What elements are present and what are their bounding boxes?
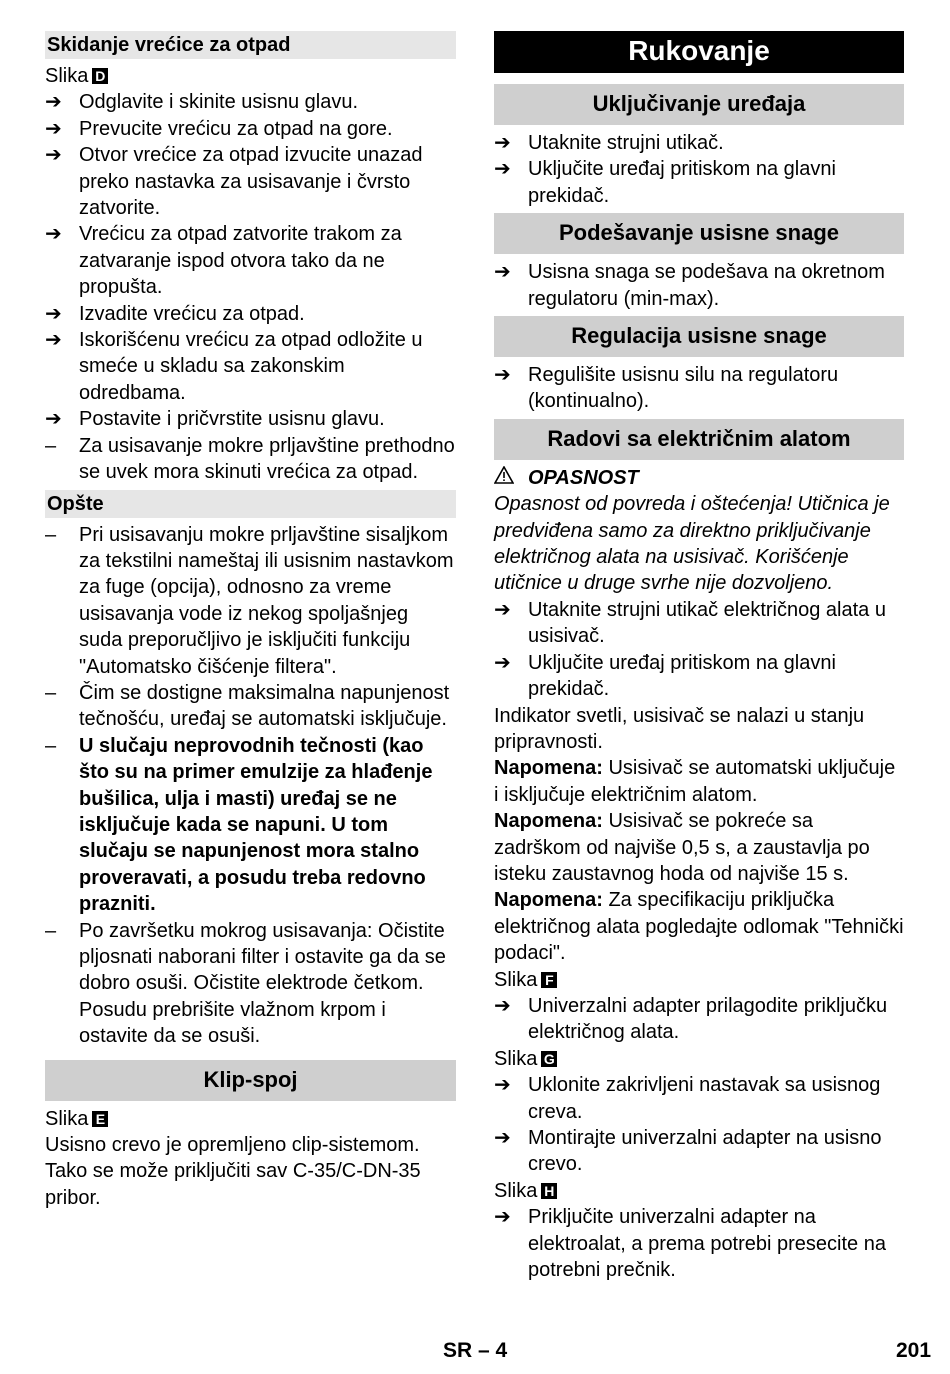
list-item [45,89,456,115]
list-item-text: Po završetku mokrog usisavanja: Očistite pljosnati naborani filter i ostavite ga da se dobro osuši. Očistite elektrode četkom. Posudu prebrišite vlažnom krpom i ostavite da se osuši. [79,919,446,1048]
list-item-text: Čim se dostigne maksimalna napunjenost tečnošću, uređaj se automatski isključuje. [79,681,450,731]
arrow-icon: ➔ [45,117,62,140]
list-item [45,733,456,918]
figure-reference-g: Slika G [494,1046,904,1072]
note-label: Napomena: [494,889,603,912]
list-item-text: Regulišite usisnu silu na regulatoru (kontinualno). [528,364,839,413]
page-number: 201 [896,1339,932,1362]
list-item [45,142,456,221]
waste-bag-steps [45,89,456,485]
list-item-text: Montirajte univerzalni adapter na usisno crevo. [528,1127,882,1176]
list-item [494,362,904,415]
arrow-icon: ➔ [45,144,62,167]
list-item [45,221,456,300]
list-item [494,259,904,312]
list-item-text: Postavite i pričvrstite usisnu glavu. [79,408,385,431]
footer-section-label: SR – 4 [443,1339,508,1362]
note-label: Napomena: [494,810,603,833]
arrow-icon: ➔ [45,223,62,246]
clip-description: Usisno crevo je opremljeno clip-sistemom. Tako se može priključiti sav C-35/C-DN-35 pribor. [45,1134,421,1209]
arrow-icon: ➔ [45,302,62,325]
arrow-icon: ➔ [494,261,511,284]
adapter-step-h: ➔ Priključite univerzalni adapter na elektroalat, a prema potrebi presecite na potrebni prečnik. [494,1204,904,1283]
dash-marker: – [45,434,57,457]
section-heading-power-tool: Radovi sa električnim alatom [494,419,904,460]
section-heading-general: Opšte [45,490,456,518]
adapter-step-f: ➔ Univerzalni adapter prilagodite priključku električnog alata. [494,993,904,1046]
section-heading-suction-setting: Podešavanje usisne snage [494,213,904,254]
list-item [494,156,904,209]
suction-regulation-steps [494,362,904,415]
list-item-text: Uklonite zakrivljeni nastavak sa usisnog creva. [528,1074,881,1123]
figure-reference-e: Slika E [45,1106,456,1132]
note-1: Napomena: Usisivač se automatski uključuje i isključuje električnim alatom. [494,757,896,806]
list-item [45,522,456,680]
suction-setting-steps [494,259,904,312]
arrow-icon: ➔ [494,651,511,674]
figure-reference-f: Slika F [494,967,904,993]
arrow-icon: ➔ [494,364,511,387]
list-item-text: Odglavite i skinite usisnu glavu. [79,91,359,114]
list-item-text: Prevucite vrećicu za otpad na gore. [79,117,393,140]
list-item [45,301,456,327]
arrow-icon: ➔ [494,994,511,1017]
section-heading-clip: Klip-spoj [45,1060,456,1101]
figure-reference-h: Slika H [494,1178,904,1204]
figure-letter-badge: G [541,1051,557,1067]
list-item [494,1125,904,1178]
list-item-text: Izvadite vrećicu za otpad. [79,302,305,325]
note-3: Napomena: Za specifikaciju priključka električnog alata pogledajte odlomak "Tehnički podaci". [494,889,904,965]
list-item-text: Vrećicu za otpad zatvorite trakom za zatvaranje ispod otvora tako da ne propušta. [79,223,402,299]
arrow-icon: ➔ [494,1206,511,1229]
list-item-text: Pri usisavanju mokre prljavštine sisaljkom za tekstilni nameštaj ili usisnim nastavkom za fuge (opcija), odnosno za vreme usisavanja vode iz nekog spoljašnjeg suda preporučljivo je isključiti funkciju "Automatsko čišćenje filtera". [79,523,454,678]
list-item [494,130,904,156]
arrow-icon: ➔ [494,158,511,181]
list-item-text: Usisna snaga se podešava na okretnom regulatoru (min-max). [528,261,885,310]
figure-letter-badge: E [92,1111,108,1127]
list-item-text: Utaknite strujni utikač električnog alata u usisivač. [528,598,886,648]
arrow-icon: ➔ [45,329,62,352]
list-item [45,327,456,406]
list-item-text: Utaknite strujni utikač. [528,132,724,154]
list-item [494,650,904,703]
list-item [494,597,904,650]
dash-marker: – [45,919,57,942]
note-2: Napomena: Usisivač se pokreće sa zadrškom od najviše 0,5 s, a zaustavlja po isteku zaustavnog hoda od najviše 15 s. [494,810,870,885]
general-notes [45,522,456,1050]
list-item-text: Za usisavanje mokre prljavštine prethodno se uvek mora skinuti vrećica za otpad. [79,434,455,484]
figure-reference-d: Slika D [45,63,456,89]
list-item-text: Otvor vrećice za otpad izvucite unazad preko nastavka za usisavanje i čvrsto zatvorite. [79,144,423,220]
arrow-icon: ➔ [494,598,511,621]
dash-marker: – [45,734,57,757]
switch-on-steps [494,130,904,209]
figure-letter-badge: H [541,1183,557,1199]
adapter-steps-g [494,1072,904,1178]
list-item [45,116,456,142]
section-heading-waste-bag: Skidanje vrećice za otpad [45,31,456,59]
list-item [45,433,456,486]
section-heading-suction-regulation: Regulacija usisne snage [494,316,904,357]
right-column [494,31,904,1283]
list-item [45,406,456,432]
warning-text: Opasnost od povreda i oštećenja! Utičnica je predviđena samo za direktno priključivanje električnog alata na usisivač. Korišćenje utičnice u druge svrhe nije dozvoljeno. [494,493,890,595]
list-item [494,1072,904,1125]
list-item [45,680,456,733]
dash-marker: – [45,523,57,546]
figure-letter-badge: F [541,972,557,988]
indicator-text: Indikator svetli, usisivač se nalazi u stanju pripravnosti. [494,704,865,753]
power-tool-steps [494,597,904,703]
main-heading-operation: Rukovanje [494,31,904,73]
list-item-text: U slučaju neprovodnih tečnosti (kao što su na primer emulzije za hlađenje bušilica, ulja i masti) uređaj se ne isključuje kada se napuni. U tom slučaju se napunjenost mora stalno proveravati, a posudu treba redovno prazniti. [79,734,433,916]
danger-warning: OPASNOST [494,465,904,491]
note-label: Napomena: [494,757,603,780]
figure-letter-badge: D [92,68,108,84]
warning-triangle-icon [494,465,528,491]
arrow-icon: ➔ [45,408,62,431]
arrow-icon: ➔ [494,132,511,154]
arrow-icon: ➔ [494,1074,511,1097]
list-item-text: Uključite uređaj pritiskom na glavni prekidač. [528,651,836,701]
section-heading-switch-on: Uključivanje uređaja [494,84,904,125]
list-item-text: Uključite uređaj pritiskom na glavni prekidač. [528,158,836,207]
arrow-icon: ➔ [494,1127,511,1149]
list-item [45,918,456,1050]
list-item-text: Iskorišćenu vrećicu za otpad odložite u smeće u skladu sa zakonskim odredbama. [79,329,423,404]
dash-marker: – [45,681,57,704]
left-column [45,31,456,1211]
arrow-icon: ➔ [45,91,62,114]
